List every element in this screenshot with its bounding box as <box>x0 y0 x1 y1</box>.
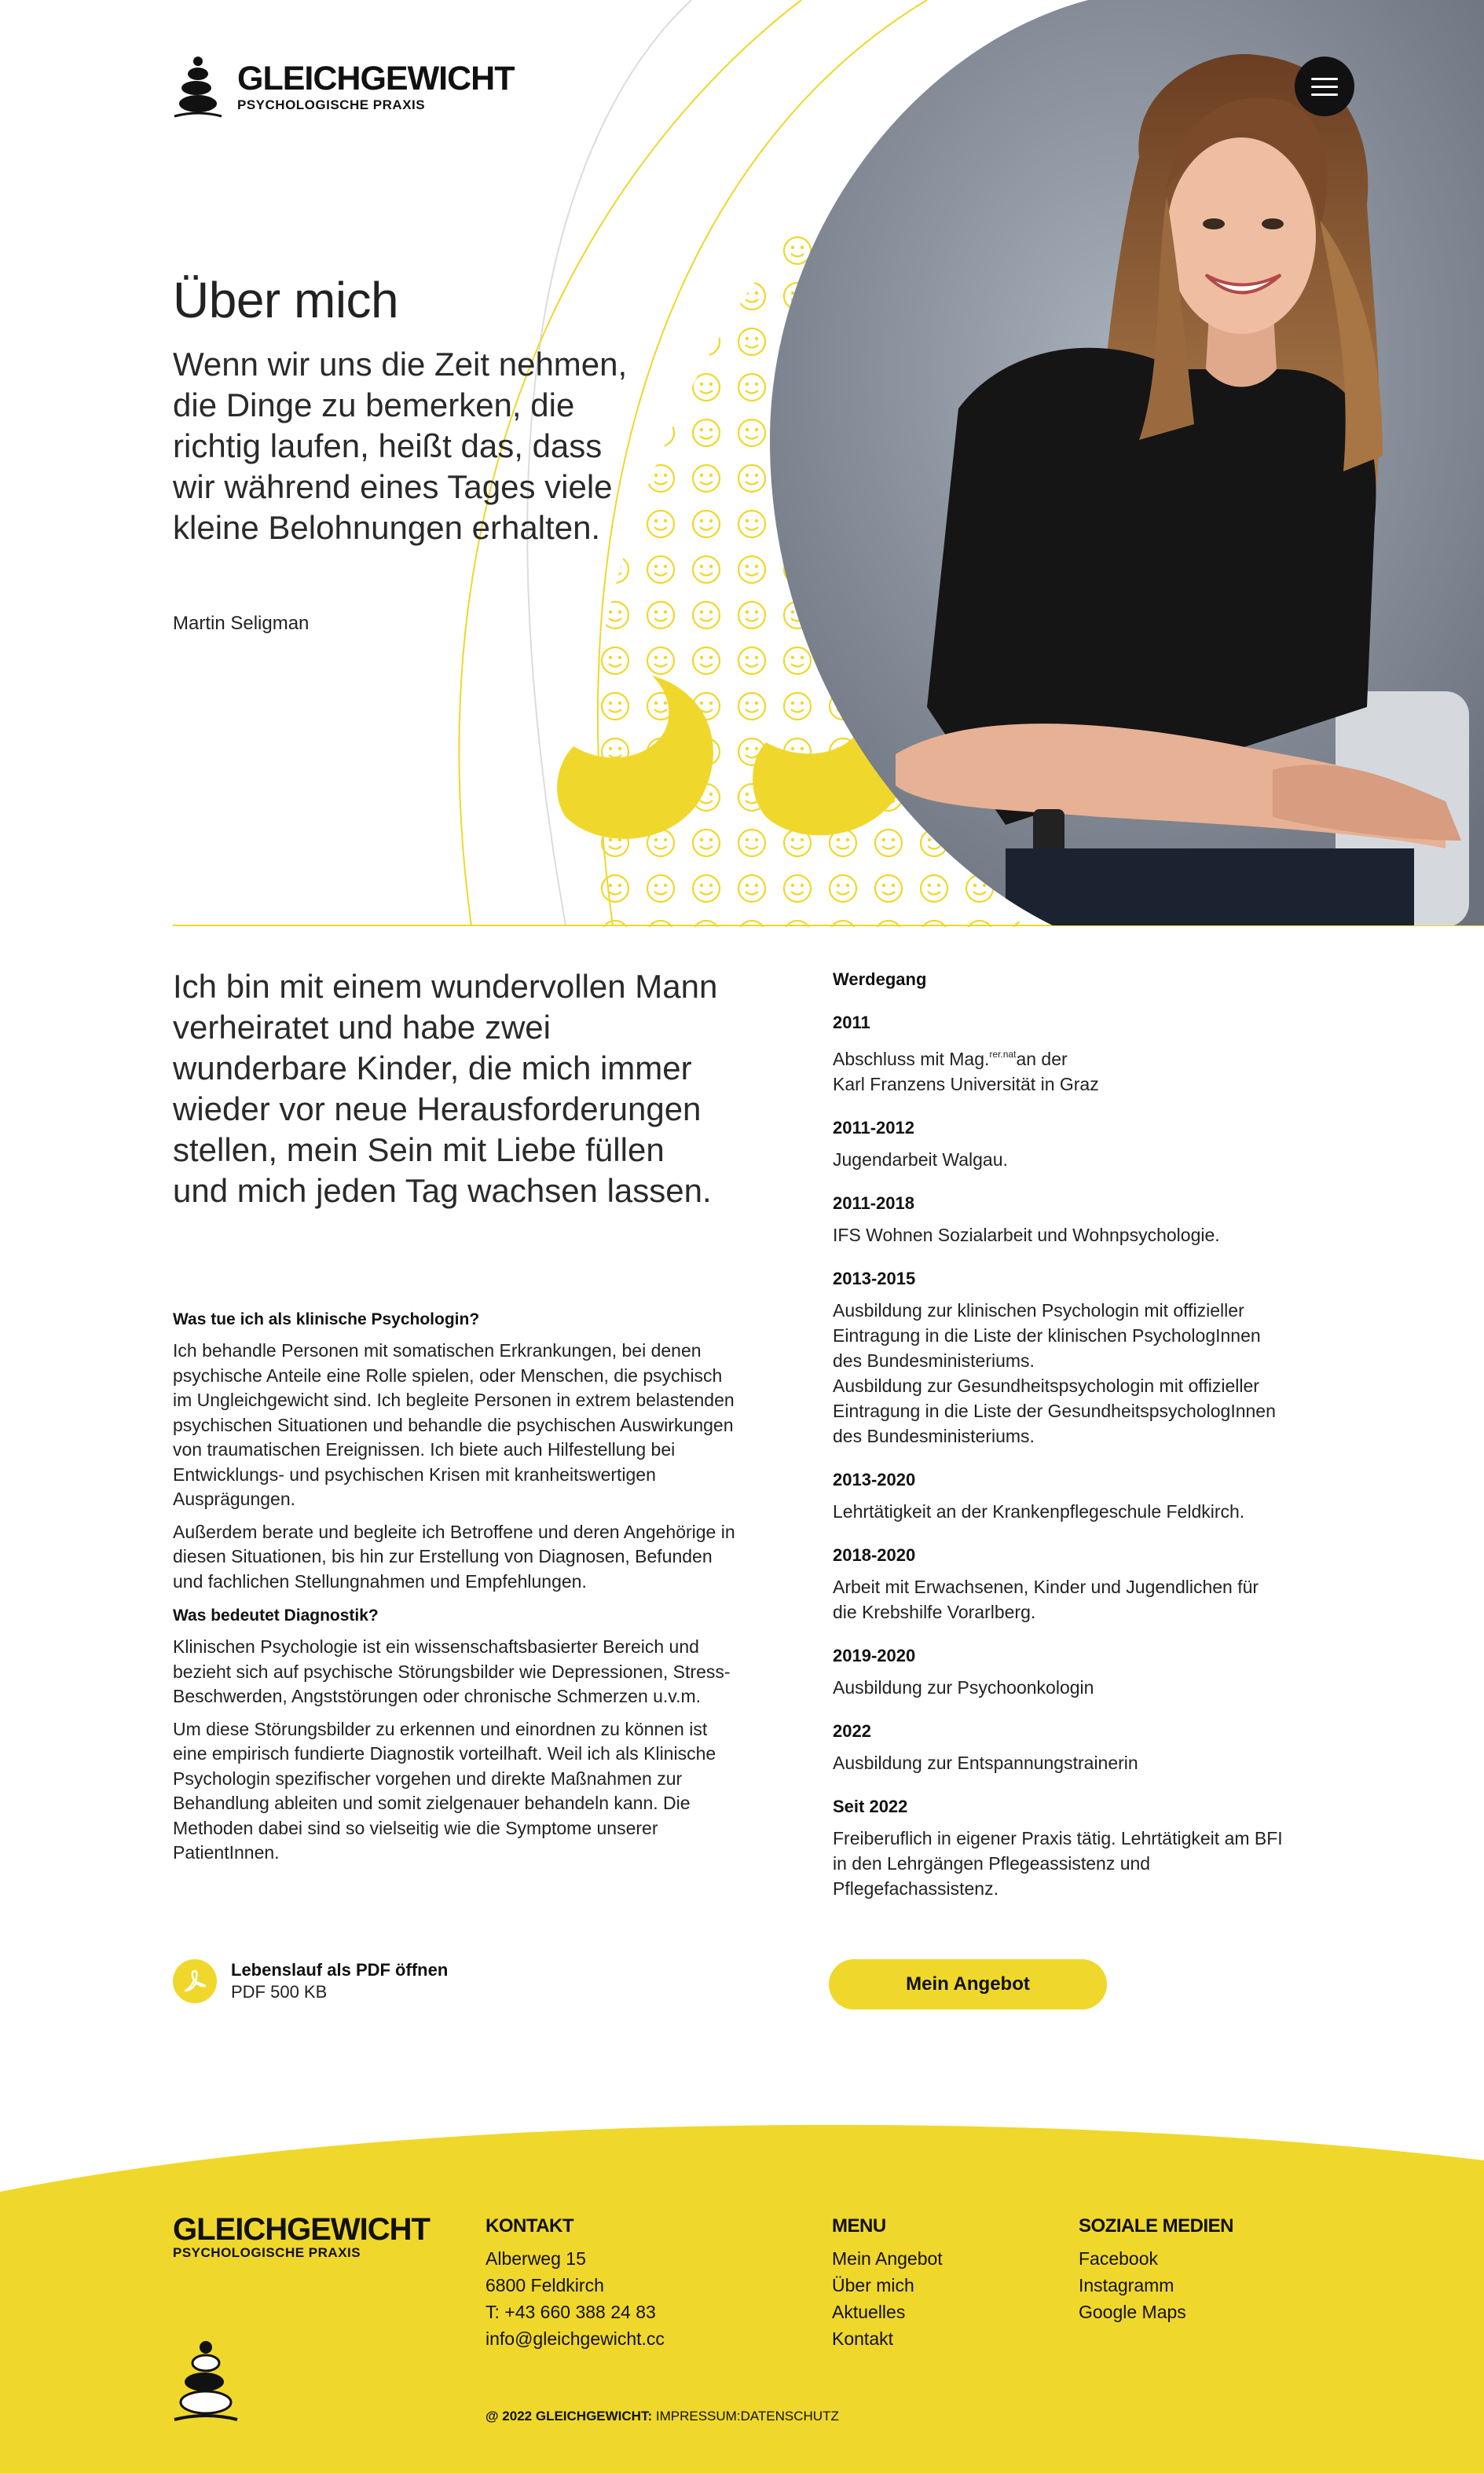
footer-logo-name: GLEICHGEWICHT <box>173 2212 430 2247</box>
intro-text: Ich bin mit einem wundervollen Mann verheiratet und habe zwei wunderbare Kinder, die mich immer wieder vor neue Herausforderungen stellen, mein Sein mit Liebe füllen und mich jeden Tag wachsen lassen. <box>173 968 718 1209</box>
quote-author: Martin Seligman <box>173 613 310 634</box>
stones-logo-icon <box>173 55 223 121</box>
address-street: Alberweg 15 <box>486 2248 586 2269</box>
section-heading: Was tue ich als klinische Psychologin? <box>173 1310 480 1328</box>
timeline-year: 2013-2020 <box>833 1470 916 1489</box>
timeline-text: Arbeit mit Erwachsenen, Kinder und Jugendlichen für die Krebshilfe Vorarlberg. <box>833 1577 1259 1622</box>
stones-figure-icon <box>173 2339 239 2424</box>
timeline-year: Seit 2022 <box>833 1797 908 1816</box>
mein-angebot-button[interactable]: Mein Angebot <box>829 1959 1107 2010</box>
timeline-item <box>833 1544 1336 1625</box>
legal-separator: : <box>736 2409 741 2424</box>
timeline-text-part: an der <box>1016 1049 1068 1069</box>
pdf-meta: PDF 500 KB <box>231 1982 328 2002</box>
hero-section <box>0 0 1484 927</box>
page-title: Über mich <box>173 272 399 328</box>
timeline-item <box>833 1117 1336 1172</box>
pdf-label: Lebenslauf als PDF öffnen <box>231 1960 449 1980</box>
timeline-text: Jugendarbeit Walgau. <box>833 1149 1008 1170</box>
timeline-item <box>833 1469 1336 1524</box>
section-paragraph: Außerdem berate und begleite ich Betroffene und deren Angehörige in diesen Situationen, bis hin zur Erstellung von Diagnosen, Befunden und fachlichen Stellungnahmen und Empfehlungen. <box>173 1521 735 1592</box>
timeline-item <box>833 1720 1336 1775</box>
timeline-title: Werdegang <box>833 969 927 989</box>
footer-link-aktuelles[interactable]: Aktuelles <box>832 2302 906 2322</box>
menu-button[interactable] <box>1295 57 1354 116</box>
timeline-text <box>833 1042 1336 1097</box>
timeline-item <box>833 1268 1336 1449</box>
footer-legal <box>486 2409 839 2424</box>
email-link[interactable]: info@gleichgewicht.cc <box>486 2328 665 2349</box>
section-paragraph: Um diese Störungsbilder zu erkennen und einordnen zu können ist eine empirisch fundierte Diagnostik vorteilhaft. Weil ich als Klinische Psychologin spezifischer vorgehen und direkte Maßnahmen zur Behandlung ableiten und somit zielgenauer behandeln kann. Die Methoden dabei sind so vielseitig wie die Symptome unserer PatientInnen. <box>173 1718 716 1863</box>
hamburger-icon <box>1311 78 1338 80</box>
footer-logo-subtitle: PSYCHOLOGISCHE PRAXIS <box>173 2245 361 2260</box>
footer-menu-title: MENU <box>832 2215 886 2237</box>
impressum-link[interactable]: IMPRESSUM <box>655 2409 737 2424</box>
timeline-item <box>833 1193 1336 1247</box>
footer-link-kontakt[interactable]: Kontakt <box>832 2328 893 2349</box>
timeline-text-part: Abschluss mit Mag. <box>833 1049 990 1069</box>
footer-contact-title: KONTAKT <box>486 2215 574 2237</box>
timeline-item <box>833 1796 1336 1901</box>
timeline-year: 2018-2020 <box>833 1545 916 1565</box>
psychology-info <box>173 1309 738 1874</box>
footer-link-mein-angebot[interactable]: Mein Angebot <box>832 2248 943 2269</box>
phone-link[interactable]: T: +43 660 388 24 83 <box>486 2302 656 2322</box>
footer-logo[interactable] <box>173 2214 430 2261</box>
footer-link-ueber-mich[interactable]: Über mich <box>832 2275 914 2295</box>
portrait-photo <box>770 0 1484 925</box>
section-paragraph: Ich behandle Personen mit somatischen Erkrankungen, bei denen psychische Anteile eine Rolle spielen, oder Menschen, die psychisch im Ungleichgewicht sind. Ich begleite Personen in extrem belastenden psychischen Situationen und behandle die psychischen Auswirkungen von traumatischen Ereignissen. Ich biete auch Hilfestellung bei Entwicklungs- und psychischen Krisen mit kranheitswertigen Ausprägungen. <box>173 1340 735 1509</box>
facebook-link[interactable]: Facebook <box>1079 2248 1159 2269</box>
career-timeline <box>833 969 1336 1922</box>
timeline-year: 2011-2012 <box>833 1118 914 1138</box>
hamburger-icon-line <box>1311 93 1338 96</box>
timeline-item <box>833 1645 1336 1700</box>
timeline-text: Ausbildung zur Psychoonkologin <box>833 1677 1094 1698</box>
hero-quote: Wenn wir uns die Zeit nehmen, die Dinge zu bemerken, die richtig laufen, heißt das, dass wir während eines Tages viele kleine Belohnungen erhalten. <box>173 346 628 546</box>
google-maps-link[interactable]: Google Maps <box>1079 2302 1186 2322</box>
logo-name: GLEICHGEWICHT <box>237 60 515 97</box>
address-city: 6800 Feldkirch <box>486 2275 604 2295</box>
copyright: @ 2022 GLEICHGEWICHT: <box>486 2409 653 2424</box>
section-heading: Was bedeutet Diagnostik? <box>173 1607 379 1625</box>
timeline-year: 2011 <box>833 1013 870 1032</box>
timeline-year: 2022 <box>833 1721 871 1741</box>
timeline-text-part: Karl Franzens Universität in Graz <box>833 1074 1099 1094</box>
timeline-text: Lehrtätigkeit an der Krankenpflegeschule Feldkirch. <box>833 1501 1245 1522</box>
timeline-year: 2011-2018 <box>833 1193 914 1213</box>
footer-social <box>1079 2215 1233 2325</box>
footer-contact <box>486 2215 665 2352</box>
footer-menu <box>832 2215 943 2352</box>
section-paragraph: Klinischen Psychologie ist ein wissenschaftsbasierter Bereich und bezieht sich auf psychische Störungsbilder wie Depressionen, Stress-Beschwerden, Angststörungen oder chronische Schmerzen u.v.m. <box>173 1636 731 1706</box>
timeline-year: 2013-2015 <box>833 1269 916 1288</box>
timeline-text: Ausbildung zur klinischen Psychologin mit offizieller Eintragung in die Liste der klinischen PsychologInnen des Bundesministeriums. Ausbildung zur Gesundheitspsychologin mit offizieller Eintragung in die Liste der GesundheitspsychologInnen des Bundesministeriums. <box>833 1300 1276 1446</box>
timeline-year: 2019-2020 <box>833 1646 916 1665</box>
degree-superscript: rer.nat <box>989 1049 1017 1060</box>
logo-subtitle: PSYCHOLOGISCHE PRAXIS <box>237 97 426 112</box>
instagram-link[interactable]: Instagramm <box>1079 2275 1174 2295</box>
timeline-text: Ausbildung zur Entspannungstrainerin <box>833 1753 1138 1773</box>
pdf-icon <box>173 1959 217 2003</box>
timeline-text: IFS Wohnen Sozialarbeit und Wohnpsychologie. <box>833 1225 1220 1245</box>
cv-pdf-link[interactable] <box>173 1959 448 2003</box>
logo[interactable] <box>173 55 514 121</box>
footer-social-title: SOZIALE MEDIEN <box>1079 2215 1234 2237</box>
datenschutz-link[interactable]: DATENSCHUTZ <box>740 2409 839 2424</box>
timeline-text: Freiberuflich in eigener Praxis tätig. Lehrtätigkeit am BFI in den Lehrgängen Pflegeassistenz und Pflegefachassistenz. <box>833 1828 1283 1899</box>
hamburger-icon-line <box>1311 86 1338 88</box>
timeline-item <box>833 1012 1336 1097</box>
